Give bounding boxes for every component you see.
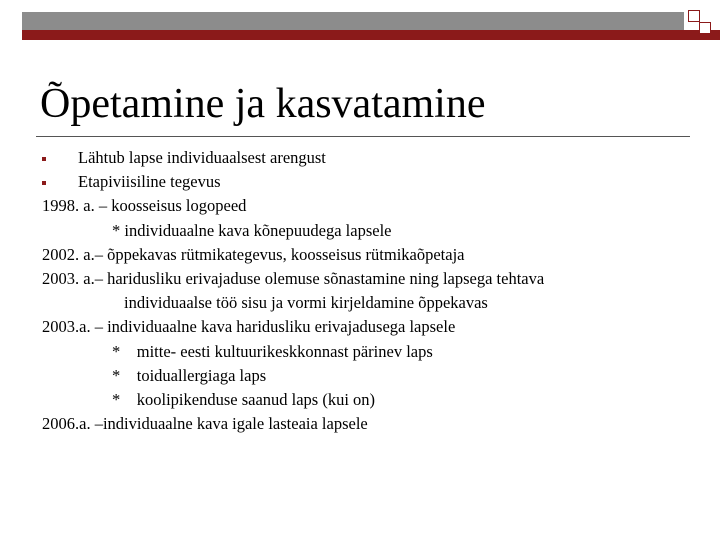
text-line: 2003. a.– haridusliku erivajaduse olemuse sõnastamine ning lapsega tehtava	[42, 268, 545, 288]
bullet-text: Etapiviisiline tegevus	[78, 172, 221, 192]
slide-body	[42, 146, 702, 436]
text-line: * individuaalne kava kõnepuudega lapsele	[112, 220, 392, 240]
text-line: individuaalse töö sisu ja vormi kirjeldamine õppekavas	[124, 293, 488, 313]
text-line: * koolipikenduse saanud laps (kui on)	[112, 389, 376, 409]
bullet-text: Lähtub lapse individuaalsest arengust	[78, 148, 326, 167]
text-line: 2002. a.– õppekavas rütmikategevus, koosseisus rütmikaõpetaja	[42, 244, 465, 264]
text-line: 2006.a. –individuaalne kava igale lasteaia lapsele	[42, 414, 368, 434]
text-line: * mitte- eesti kultuurikeskkonnast pärinev laps	[112, 341, 433, 361]
header-bar-red	[22, 30, 720, 40]
bullet-item	[42, 146, 702, 170]
text-line: 2003.a. – individuaalne kava haridusliku erivajadusega lapsele	[42, 317, 456, 337]
bullet-marker-icon	[42, 157, 46, 161]
bullet-marker-icon	[42, 181, 46, 185]
header-bar-gray	[22, 12, 684, 30]
corner-square-bottom	[699, 22, 711, 34]
text-line: 1998. a. – koosseisus logopeed	[42, 196, 247, 216]
bullet-item	[42, 170, 702, 194]
text-line: * toiduallergiaga laps	[112, 365, 267, 385]
corner-square-top	[688, 10, 700, 22]
title-divider	[36, 136, 690, 137]
slide-title: Õpetamine ja kasvatamine	[40, 81, 486, 127]
